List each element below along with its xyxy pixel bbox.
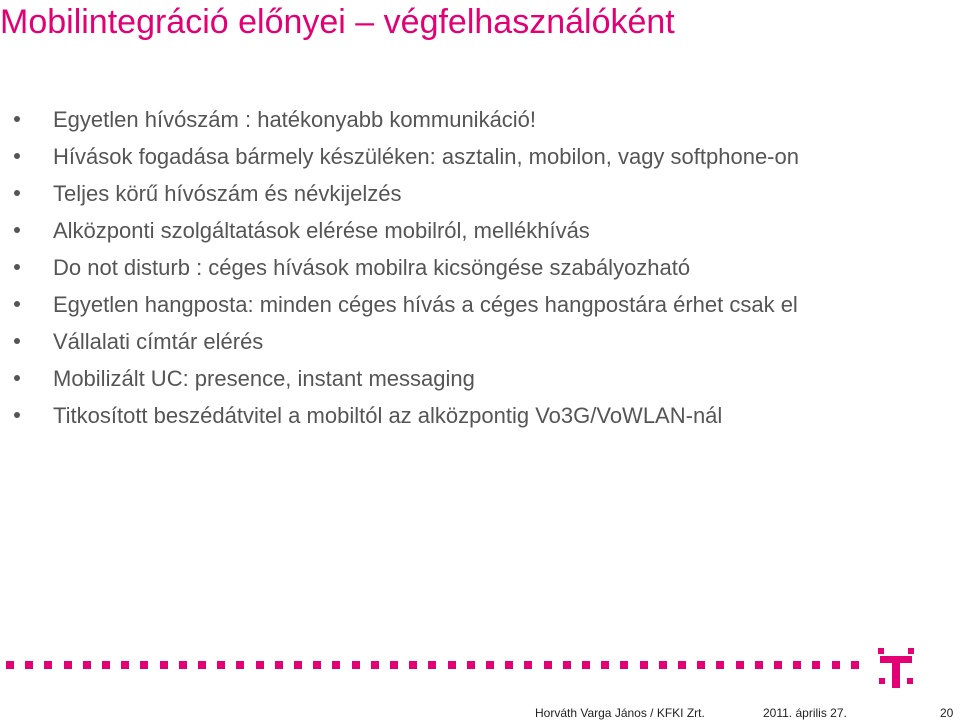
divider-dot <box>851 661 859 669</box>
footer-date: 2011. április 27. <box>763 706 847 720</box>
divider-dot <box>736 661 744 669</box>
divider-dot <box>64 661 72 669</box>
bullet-dot-icon <box>14 412 20 418</box>
divider-dot <box>102 661 110 669</box>
bullet-text: Hívások fogadása bármely készüléken: asztalin, mobilon, vagy softphone-on <box>53 144 799 169</box>
divider-dot <box>486 661 494 669</box>
divider-dot <box>812 661 820 669</box>
bullet-text: Titkosított beszédátvitel a mobiltól az alközpontig Vo3G/VoWLAN-nál <box>53 403 723 428</box>
divider-dot <box>409 661 417 669</box>
divider-dot <box>697 661 705 669</box>
divider-dot <box>448 661 456 669</box>
divider-dot <box>236 661 244 669</box>
bullet-text: Vállalati címtár elérés <box>53 329 264 354</box>
divider-dot <box>313 661 321 669</box>
divider-dot <box>563 661 571 669</box>
bullet-text: Egyetlen hívószám : hatékonyabb kommunikáció! <box>53 107 537 132</box>
divider-dot <box>294 661 302 669</box>
bullet-text: Do not disturb : céges hívások mobilra kicsöngése szabályozható <box>53 255 691 280</box>
divider-dot <box>140 661 148 669</box>
divider-dot <box>371 661 379 669</box>
footer-dot-divider <box>0 661 870 669</box>
divider-dot <box>256 661 264 669</box>
divider-dot <box>544 661 552 669</box>
divider-dot <box>601 661 609 669</box>
divider-dot <box>160 661 168 669</box>
divider-dot <box>678 661 686 669</box>
divider-dot <box>774 661 782 669</box>
bullet-item <box>0 286 799 323</box>
bullet-dot-icon <box>14 190 20 196</box>
bullet-item <box>0 212 799 249</box>
bullet-dot-icon <box>14 338 20 344</box>
bullet-dot-icon <box>14 375 20 381</box>
divider-dot <box>467 661 475 669</box>
divider-dot <box>44 661 52 669</box>
divider-dot <box>83 661 91 669</box>
divider-dot <box>755 661 763 669</box>
divider-dot <box>390 661 398 669</box>
slide-title: Mobilintegráció előnyei – végfelhasználóként <box>0 3 675 41</box>
divider-dot <box>505 661 513 669</box>
divider-dot <box>332 661 340 669</box>
divider-dot <box>428 661 436 669</box>
bullet-dot-icon <box>14 301 20 307</box>
divider-dot <box>217 661 225 669</box>
bullet-item <box>0 175 799 212</box>
divider-dot <box>524 661 532 669</box>
bullet-text: Egyetlen hangposta: minden céges hívás a céges hangpostára érhet csak el <box>53 292 798 317</box>
bullet-dot-icon <box>14 116 20 122</box>
divider-dot <box>179 661 187 669</box>
divider-dot <box>25 661 33 669</box>
divider-dot <box>659 661 667 669</box>
divider-dot <box>716 661 724 669</box>
divider-dot <box>620 661 628 669</box>
bullet-item <box>0 101 799 138</box>
divider-dot <box>582 661 590 669</box>
footer-page-number: 20 <box>940 706 954 720</box>
bullet-item <box>0 323 799 360</box>
divider-dot <box>640 661 648 669</box>
bullet-item <box>0 397 799 434</box>
divider-dot <box>832 661 840 669</box>
bullet-item <box>0 138 799 175</box>
bullet-dot-icon <box>14 227 20 233</box>
bullet-text: Mobilizált UC: presence, instant messaging <box>53 366 475 391</box>
divider-dot <box>198 661 206 669</box>
divider-dot <box>6 661 14 669</box>
footer-author: Horváth Varga János / KFKI Zrt. <box>535 706 705 720</box>
bullet-list <box>0 101 799 434</box>
bullet-text: Alközponti szolgáltatások elérése mobilról, mellékhívás <box>53 218 590 243</box>
divider-dot <box>352 661 360 669</box>
bullet-dot-icon <box>14 264 20 270</box>
telekom-t-logo-icon <box>876 648 916 688</box>
divider-dot <box>275 661 283 669</box>
bullet-dot-icon <box>14 153 20 159</box>
divider-dot <box>121 661 129 669</box>
bullet-item <box>0 249 799 286</box>
bullet-text: Teljes körű hívószám és névkijelzés <box>53 181 402 206</box>
divider-dot <box>793 661 801 669</box>
bullet-item <box>0 360 799 397</box>
